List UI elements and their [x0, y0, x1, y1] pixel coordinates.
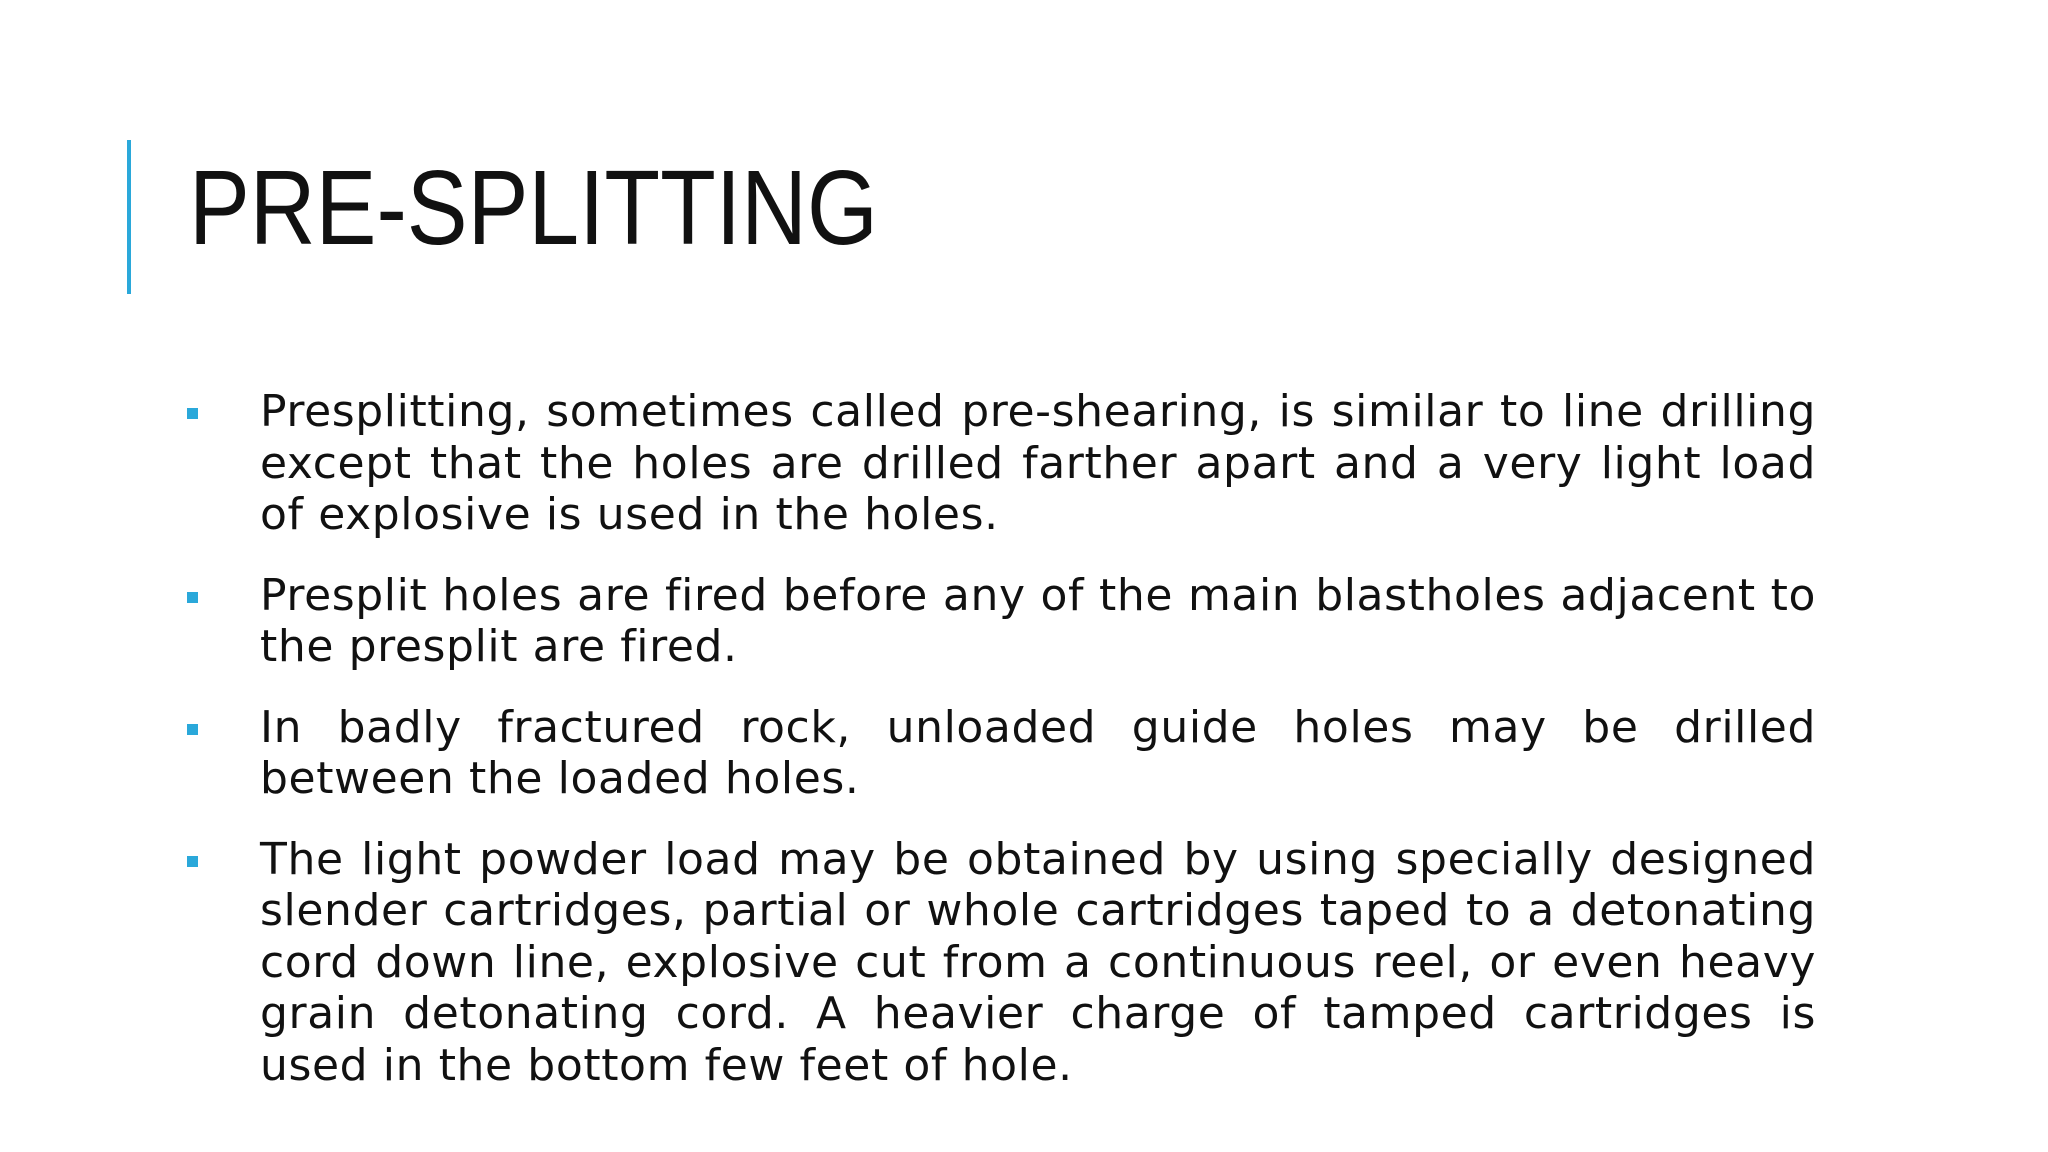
bullet-item	[184, 386, 1816, 541]
bullet-text: The light powder load may be obtained by using specially designed slender cartridges, partial or whole cartridges taped to a detonating cord down line, explosive cut from a continuous reel, or even heavy grain detonating cord. A heavier charge of tamped cartridges is used in the bottom few feet of hole.	[260, 833, 1816, 1091]
slide-title: PRE-SPLITTING	[189, 149, 878, 267]
bullet-item	[184, 570, 1816, 673]
square-bullet-icon	[187, 592, 198, 603]
bullet-item	[184, 702, 1816, 805]
square-bullet-icon	[187, 408, 198, 419]
bullet-item	[184, 834, 1816, 1092]
bullet-text: Presplit holes are fired before any of the main blastholes adjacent to the presplit are fired.	[260, 569, 1816, 672]
square-bullet-icon	[187, 856, 198, 867]
square-bullet-icon	[187, 724, 198, 735]
bullet-text: Presplitting, sometimes called pre-shearing, is similar to line drilling except that the holes are drilled farther apart and a very light load of explosive is used in the holes.	[260, 386, 1816, 540]
bullet-list	[184, 386, 1816, 1120]
title-accent-bar	[127, 140, 131, 294]
bullet-text: In badly fractured rock, unloaded guide holes may be drilled between the loaded holes.	[260, 701, 1816, 804]
